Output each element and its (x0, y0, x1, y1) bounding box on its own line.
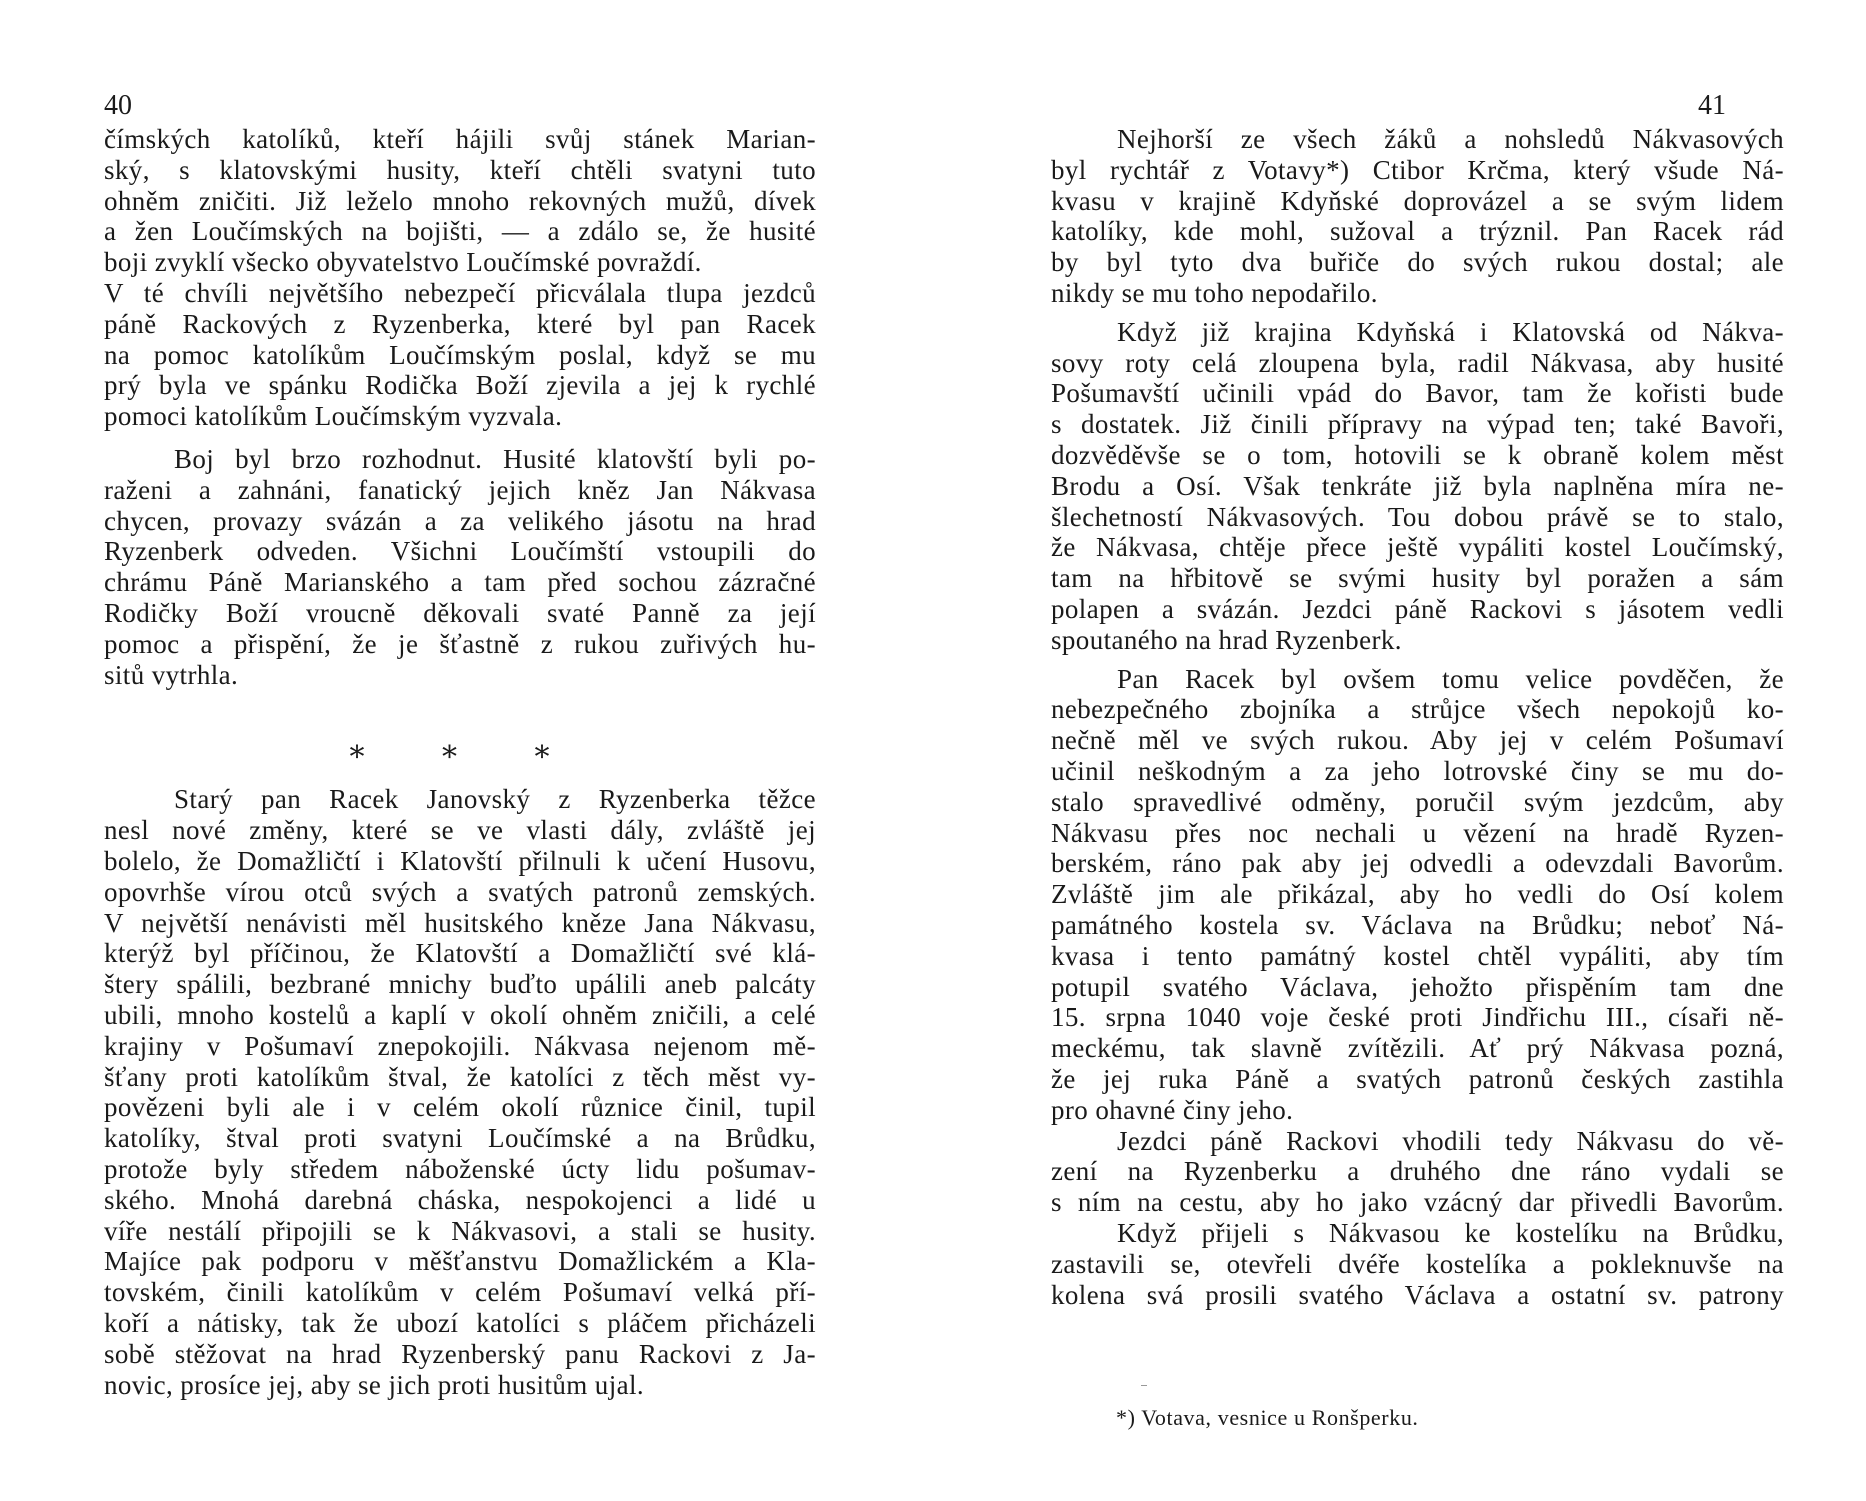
text-line: povězeni byli ale i v celém okolí různice činil, tupil (104, 1092, 816, 1123)
text-line: sitů vytrhla. (104, 659, 239, 690)
text-line: Ryzenberk odveden. Všichni Loučímští vstoupili do (104, 536, 816, 567)
text-line: Když již krajina Kdyňská i Klatovská od Nákva- (1117, 316, 1784, 347)
text-line: 15. srpna 1040 voje české proti Jindřichu III., císaři ně- (1051, 1002, 1784, 1033)
text-line: sobě stěžovat na hrad Ryzenberský panu Rackovi z Ja- (104, 1338, 816, 1369)
text-line: tovském, činili katolíkům v celém Pošumaví velká pří- (104, 1277, 816, 1308)
text-line: štery spálili, bezbrané mnichy buďto upálili aneb palcáty (104, 969, 816, 1000)
text-line: potupil svatého Václava, jehožto přispěním tam dne (1051, 971, 1784, 1002)
text-line: Majíce pak podporu v měšťanstvu Domažlickém a Kla- (104, 1246, 816, 1277)
text-line: nečně měl ve svých rukou. Aby jej v celém Pošumaví (1051, 725, 1784, 756)
text-line: památného kostela sv. Václava na Brůdku; neboť Ná- (1051, 910, 1784, 940)
text-line: meckému, tak slavně zvítězili. Ať prý Nákvasa pozná, (1051, 1033, 1784, 1064)
text-line: V té chvíli největšího nebezpečí přicválala tlupa jezdců (104, 278, 816, 308)
text-line: Boj byl brzo rozhodnut. Husité klatovští byli po- (174, 444, 816, 474)
text-line: zastavili se, otevřeli dvéře kostelíka a pokleknuvše na (1051, 1248, 1784, 1279)
text-line: ubili, mnoho kostelů a kaplí v okolí ohněm zničili, a celé (104, 1000, 816, 1030)
text-line: a žen Loučímských na bojišti, — a zdálo se, že husité (104, 216, 816, 247)
text-line: kterýž byl příčinou, že Klatovští a Domažličtí své klá- (104, 938, 816, 969)
text-line: nebezpečného zbojníka a strůjce všech nepokojů ko- (1051, 694, 1784, 725)
text-line: Jezdci páně Rackovi vhodili tedy Nákvasu do vě- (1117, 1125, 1784, 1156)
text-line: krajiny v Pošumaví znepokojili. Nákvasa nejenom mě- (104, 1030, 816, 1061)
text-line: kvasa i tento památný kostel chtěl vypáliti, aby tím (1051, 940, 1784, 971)
page-number: 41 (1698, 90, 1726, 121)
text-line: novic, prosíce jej, aby se jich proti husitům ujal. (104, 1369, 645, 1400)
text-line: Pan Racek byl ovšem tomu velice povděčen, že (1117, 663, 1784, 694)
text-line: Pošumavští učinili vpád do Bavor, tam že kořisti bude (1051, 378, 1784, 409)
text-line: nesl nové změny, které se ve vlasti dály, zvláště jej (104, 815, 816, 846)
text-line: berském, ráno pak aby jej odvedli a odevzdali Bavorům. (1051, 848, 1784, 879)
text-line: pomoc a přispění, že je šťastně z rukou zuřivých hu- (104, 628, 816, 659)
text-line: Brodu a Osí. Však tenkráte již byla naplněna míra ne- (1051, 470, 1784, 501)
text-line: nikdy se mu toho nepodařilo. (1051, 278, 1378, 308)
text-line: raženi a zahnáni, fanatický jejich kněz Jan Nákvasa (104, 474, 816, 505)
text-line: Starý pan Racek Janovský z Ryzenberka těžce (174, 784, 816, 815)
text-line: boji zvyklí všecko obyvatelstvo Loučímské povraždí. (104, 247, 702, 278)
text-line: učinil neškodným a za jeho lotrovské činy se mu do- (1051, 756, 1784, 786)
text-line: Nejhorší ze všech žáků a nohsledů Nákvasových (1117, 124, 1784, 154)
text-line: dozvěděvše se o tom, hotovili se k obraně kolem měst (1051, 440, 1784, 470)
text-line: opovrhše vírou otců svých a svatých patronů zemských. (104, 876, 816, 907)
text-line: spoutaného na hrad Ryzenberk. (1051, 624, 1402, 655)
text-line: bolelo, že Domažličtí i Klatovští přilnuli k učení Husovu, (104, 846, 816, 876)
text-line: kolena svá prosili svatého Václava a ostatní sv. patrony (1051, 1279, 1784, 1310)
text-line: by byl tyto dva buřiče do svých rukou dostal; ale (1051, 247, 1784, 278)
text-line: V největší nenávisti měl husitského kněze Jana Nákvasu, (104, 907, 816, 938)
text-line: byl rychtář z Votavy*) Ctibor Krčma, který všude Ná- (1051, 154, 1784, 185)
text-line: Rodičky Boží vroucně děkovali svaté Panně za její (104, 598, 816, 628)
text-line: Když přijeli s Nákvasou ke kostelíku na Brůdku, (1117, 1218, 1784, 1248)
text-line: protože byly středem náboženské úcty lidu pošumav- (104, 1154, 816, 1184)
text-line: tam na hřbitově se svými husity byl poražen a sám (1051, 563, 1784, 594)
text-line: s dostatek. Již činili přípravy na výpad ten; také Bavoři, (1051, 409, 1784, 440)
text-line: katolíky, kde mohl, sužoval a trýznil. Pan Racek rád (1051, 216, 1784, 247)
text-line: ského. Mnohá darebná cháska, nespokojenci a lidé u (104, 1184, 816, 1215)
text-line: sovy roty celá zloupena byla, radil Nákvasa, aby husité (1051, 347, 1784, 378)
text-line: Nákvasu přes noc nechali u vězení na hradě Ryzen- (1051, 817, 1784, 848)
text-line: že jej ruka Páně a svatých patronů českých zastihla (1051, 1064, 1784, 1094)
text-line: šlechetností Nákvasových. Tou dobou právě se to stalo, (1051, 501, 1784, 532)
text-line: šťany proti katolíkům štval, že katolíci z těch měst vy- (104, 1061, 816, 1092)
text-line: na pomoc katolíkům Loučímským poslal, když se mu (104, 339, 816, 370)
text-line: katolíky, štval proti svatyni Loučímské a na Brůdku, (104, 1123, 816, 1154)
text-line: prý byla ve spánku Rodička Boží zjevila a jej k rychlé (104, 370, 816, 401)
text-line: ohněm zničiti. Již leželo mnoho rekovných mužů, dívek (104, 185, 816, 216)
text-line: koří a nátisky, tak že ubozí katolíci s pláčem přicházeli (104, 1308, 816, 1338)
text-line: víře nestálí připojili se k Nákvasovi, a stali se husity. (104, 1215, 816, 1246)
text-line: s ním na cestu, aby ho jako vzácný dar přivedli Bavorům. (1051, 1187, 1784, 1218)
text-line: že Nákvasa, chtěje přece ještě vypáliti kostel Loučímský, (1051, 532, 1784, 563)
page-number: 40 (104, 90, 132, 121)
section-separator: * * * (349, 740, 584, 775)
footnote: *) Votava, vesnice u Ronšperku. (1116, 1405, 1419, 1430)
text-line: stalo spravedlivé odměny, poručil svým jezdcům, aby (1051, 786, 1784, 817)
text-line: páně Rackových z Ryzenberka, které byl pan Racek (104, 308, 816, 339)
footnote-mark (1141, 1385, 1147, 1386)
text-line: pro ohavné činy jeho. (1051, 1094, 1294, 1125)
text-line: zení na Ryzenberku a druhého dne ráno vydali se (1051, 1156, 1784, 1187)
text-line: polapen a svázán. Jezdci páně Rackovi s jásotem vedli (1051, 594, 1784, 624)
text-line: Zvláště jim ale přikázal, aby ho vedli do Osí kolem (1051, 879, 1784, 910)
text-line: chycen, provazy svázán a za velikého jásotu na hrad (104, 505, 816, 536)
text-line: čímských katolíků, kteří hájili svůj stánek Marian- (104, 124, 816, 154)
text-line: pomoci katolíkům Loučímským vyzvala. (104, 401, 563, 432)
text-line: ský, s klatovskými husity, kteří chtěli svatyni tuto (104, 154, 816, 185)
text-line: kvasu v krajině Kdyňské doprovázel a se svým lidem (1051, 185, 1784, 216)
text-line: chrámu Páně Marianského a tam před sochou zázračné (104, 567, 816, 598)
